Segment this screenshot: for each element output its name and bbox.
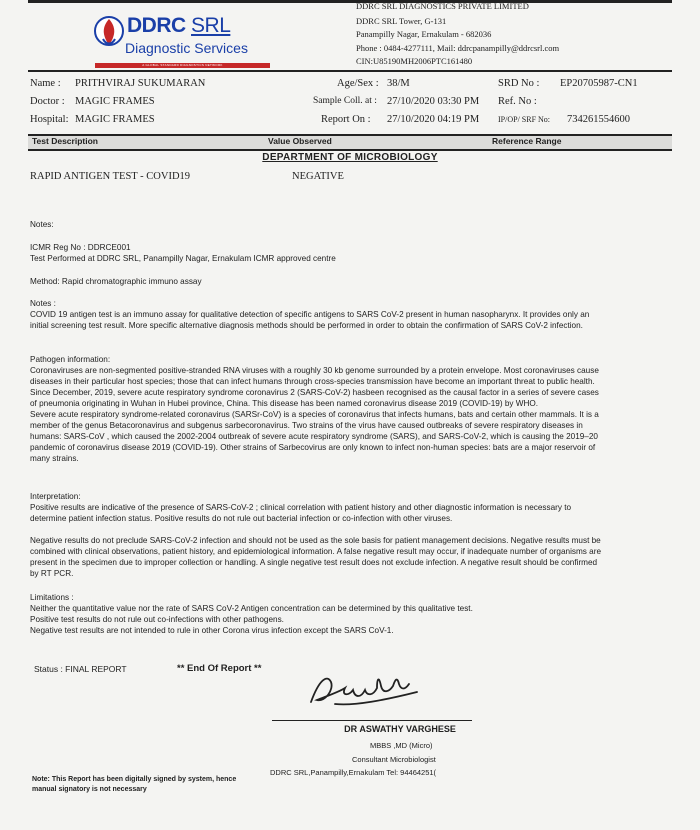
interpretation-heading: Interpretation: <box>30 492 81 501</box>
address-line-1: DDRC SRL Tower, G-131 <box>356 16 447 26</box>
srd-label: SRD No : <box>498 78 540 89</box>
brand-name: DDRC SRL <box>127 14 231 37</box>
doctor-qualification: MBBS ,MD (Micro) <box>370 741 433 750</box>
limitations-2: Positive test results do not rule out co-infections with other pathogens. <box>30 615 284 624</box>
doctor-contact: DDRC SRL,Panampilly,Ernakulam Tel: 94464251( <box>270 768 437 777</box>
limitations-heading: Limitations : <box>30 593 74 602</box>
age-value: 38/M <box>387 78 410 89</box>
pathogen-section <box>30 354 602 464</box>
col-test-description: Test Description <box>32 136 98 146</box>
header-divider <box>28 70 672 72</box>
footer-note-2: manual signatory is not necessary <box>32 786 147 793</box>
limitations-section <box>30 592 602 636</box>
report-status: Status : FINAL REPORT <box>34 664 127 674</box>
pathogen-heading: Pathogen information: <box>30 355 111 364</box>
notes-section <box>30 298 602 331</box>
phone-mail: Phone : 0484-4277111, Mail: ddrcpanampilly@ddrcsrl.com <box>356 43 560 53</box>
result-value: NEGATIVE <box>292 171 344 182</box>
interpretation-text-1: Positive results are indicative of the presence of SARS-CoV-2 ; clinical correlation with patient history and other diagnostic information is necessary to determine patient infection status. Positive results do not rule out bacterial infection or co-infection with other viruses. <box>30 503 572 523</box>
report-value: 27/10/2020 04:19 PM <box>387 114 480 125</box>
doctor-label: Doctor : <box>30 96 65 107</box>
sample-value: 27/10/2020 03:30 PM <box>387 96 480 107</box>
icmr-reg: ICMR Reg No : DDRCE001 <box>30 243 131 252</box>
company-name: DDRC SRL DIAGNOSTICS PRIVATE LIMITED <box>356 1 529 11</box>
name-label: Name : <box>30 78 61 89</box>
age-label: Age/Sex : <box>337 78 379 89</box>
brand-tagline-bar <box>95 63 270 68</box>
doctor-name: DR ASWATHY VARGHESE <box>344 724 456 734</box>
notes2-text: COVID 19 antigen test is an immuno assay for qualitative detection of specific antigens to SARS CoV-2 present in human nasopharynx. It provides only an initial screening test result. More specific alternative diagnosis methods should be performed in order to obtain the confirmation of SARS CoV-2 infection. <box>30 310 590 330</box>
limitations-3: Negative test results are not intended to rule in other Corona virus infection except the SARS CoV-1. <box>30 626 394 635</box>
sample-label: Sample Coll. at : <box>313 96 377 106</box>
department-title: DEPARTMENT OF MICROBIOLOGY <box>262 152 438 163</box>
method: Method: Rapid chromatographic immuno assay <box>30 277 202 286</box>
end-of-report: ** End Of Report ** <box>177 663 262 674</box>
col-reference-range: Reference Range <box>492 136 562 146</box>
srd-value: EP20705987-CN1 <box>560 78 638 89</box>
handwritten-signature <box>305 670 435 712</box>
performed-at: Test Performed at DDRC SRL, Panampilly Nagar, Ernakulam ICMR approved centre <box>30 254 336 263</box>
cin-number: CIN:U85190MH2006PTC161480 <box>356 56 473 66</box>
footer-note-1: Note: This Report has been digitally signed by system, hence <box>32 776 237 783</box>
ref-label: Ref. No : <box>498 96 537 107</box>
brand-subtitle: Diagnostic Services <box>125 40 248 56</box>
address-line-2: Panampilly Nagar, Ernakulam - 682036 <box>356 29 492 39</box>
doctor-value: MAGIC FRAMES <box>75 96 155 107</box>
results-table-header <box>28 134 672 151</box>
result-test-name: RAPID ANTIGEN TEST - COVID19 <box>30 171 191 182</box>
interpretation-text-2: Negative results do not preclude SARS-CoV-2 infection and should not be used as the sole basis for patient management decisions. Negative results must be combined with clinical observations, patient history, and epidemiological information. A false negative result may occur, if inadequate number of organisms are present in the specimen due to improper collection or handling. A single negative test result does not exclude infection. A negative result should be confirmed by RT PCR. <box>30 536 602 578</box>
pathogen-text-2: Severe acute respiratory syndrome-related coronavirus (SARSr-CoV) is a species of coronavirus that infects humans, bats and certain other mammals. It is a member of the genus Betacoronavirus and subgenus sarbecoronavirus. Two strains of the virus have caused outbreaks of severe respiratory diseases in humans: SARS-CoV , which caused the 2002-2004 outbreak of severe acute respiratory syndrome (SARS), and SARS-CoV-2, which is causing the 2019–20 pandemic of coronavirus disease 2019 (COVID-19). Other strains of Sarbecovirus are only known to infect non-human species: bats are a major reservoir of many strains. <box>30 410 599 463</box>
signature-line <box>272 720 472 721</box>
notes-heading: Notes: <box>30 220 54 229</box>
col-value-observed: Value Observed <box>268 136 332 146</box>
doctor-title: Consultant Microbiologist <box>352 755 436 764</box>
ddrc-logo-icon <box>94 13 124 57</box>
interpretation-section <box>30 491 602 579</box>
ipop-label: IP/OP/ SRF No: <box>498 115 551 124</box>
top-border <box>28 0 672 3</box>
brand-tagline: A GLOBAL STANDARD DIAGNOSTICS NETWORK <box>142 63 223 67</box>
hospital-value: MAGIC FRAMES <box>75 114 155 125</box>
name-value: PRITHVIRAJ SUKUMARAN <box>75 78 206 89</box>
ipop-value: 734261554600 <box>567 114 630 125</box>
notes2-heading: Notes : <box>30 299 56 308</box>
report-label: Report On : <box>321 114 371 125</box>
limitations-1: Neither the quantitative value nor the rate of SARS CoV-2 Antigen concentration can be determined by this qualitative test. <box>30 604 473 613</box>
hospital-label: Hospital: <box>30 114 69 125</box>
pathogen-text-1: Coronaviruses are non-segmented positive-stranded RNA viruses with a roughly 30 kb genome surrounded by a protein envelope. Most coronaviruses cause diseases in their particular host species; those that can infect humans through cross-species transmission have become an important threat to public health. Since December, 2019, severe acute respiratory syndrome coronavirus 2 (SARS-CoV-2) hasbeen recognised as the causal factor in a series of severe cases of pneumonia originating in Wuhan in Hubei province, China. This disease has been named coronavirus disease 2019 (COVID-19) by WHO. <box>30 366 599 408</box>
